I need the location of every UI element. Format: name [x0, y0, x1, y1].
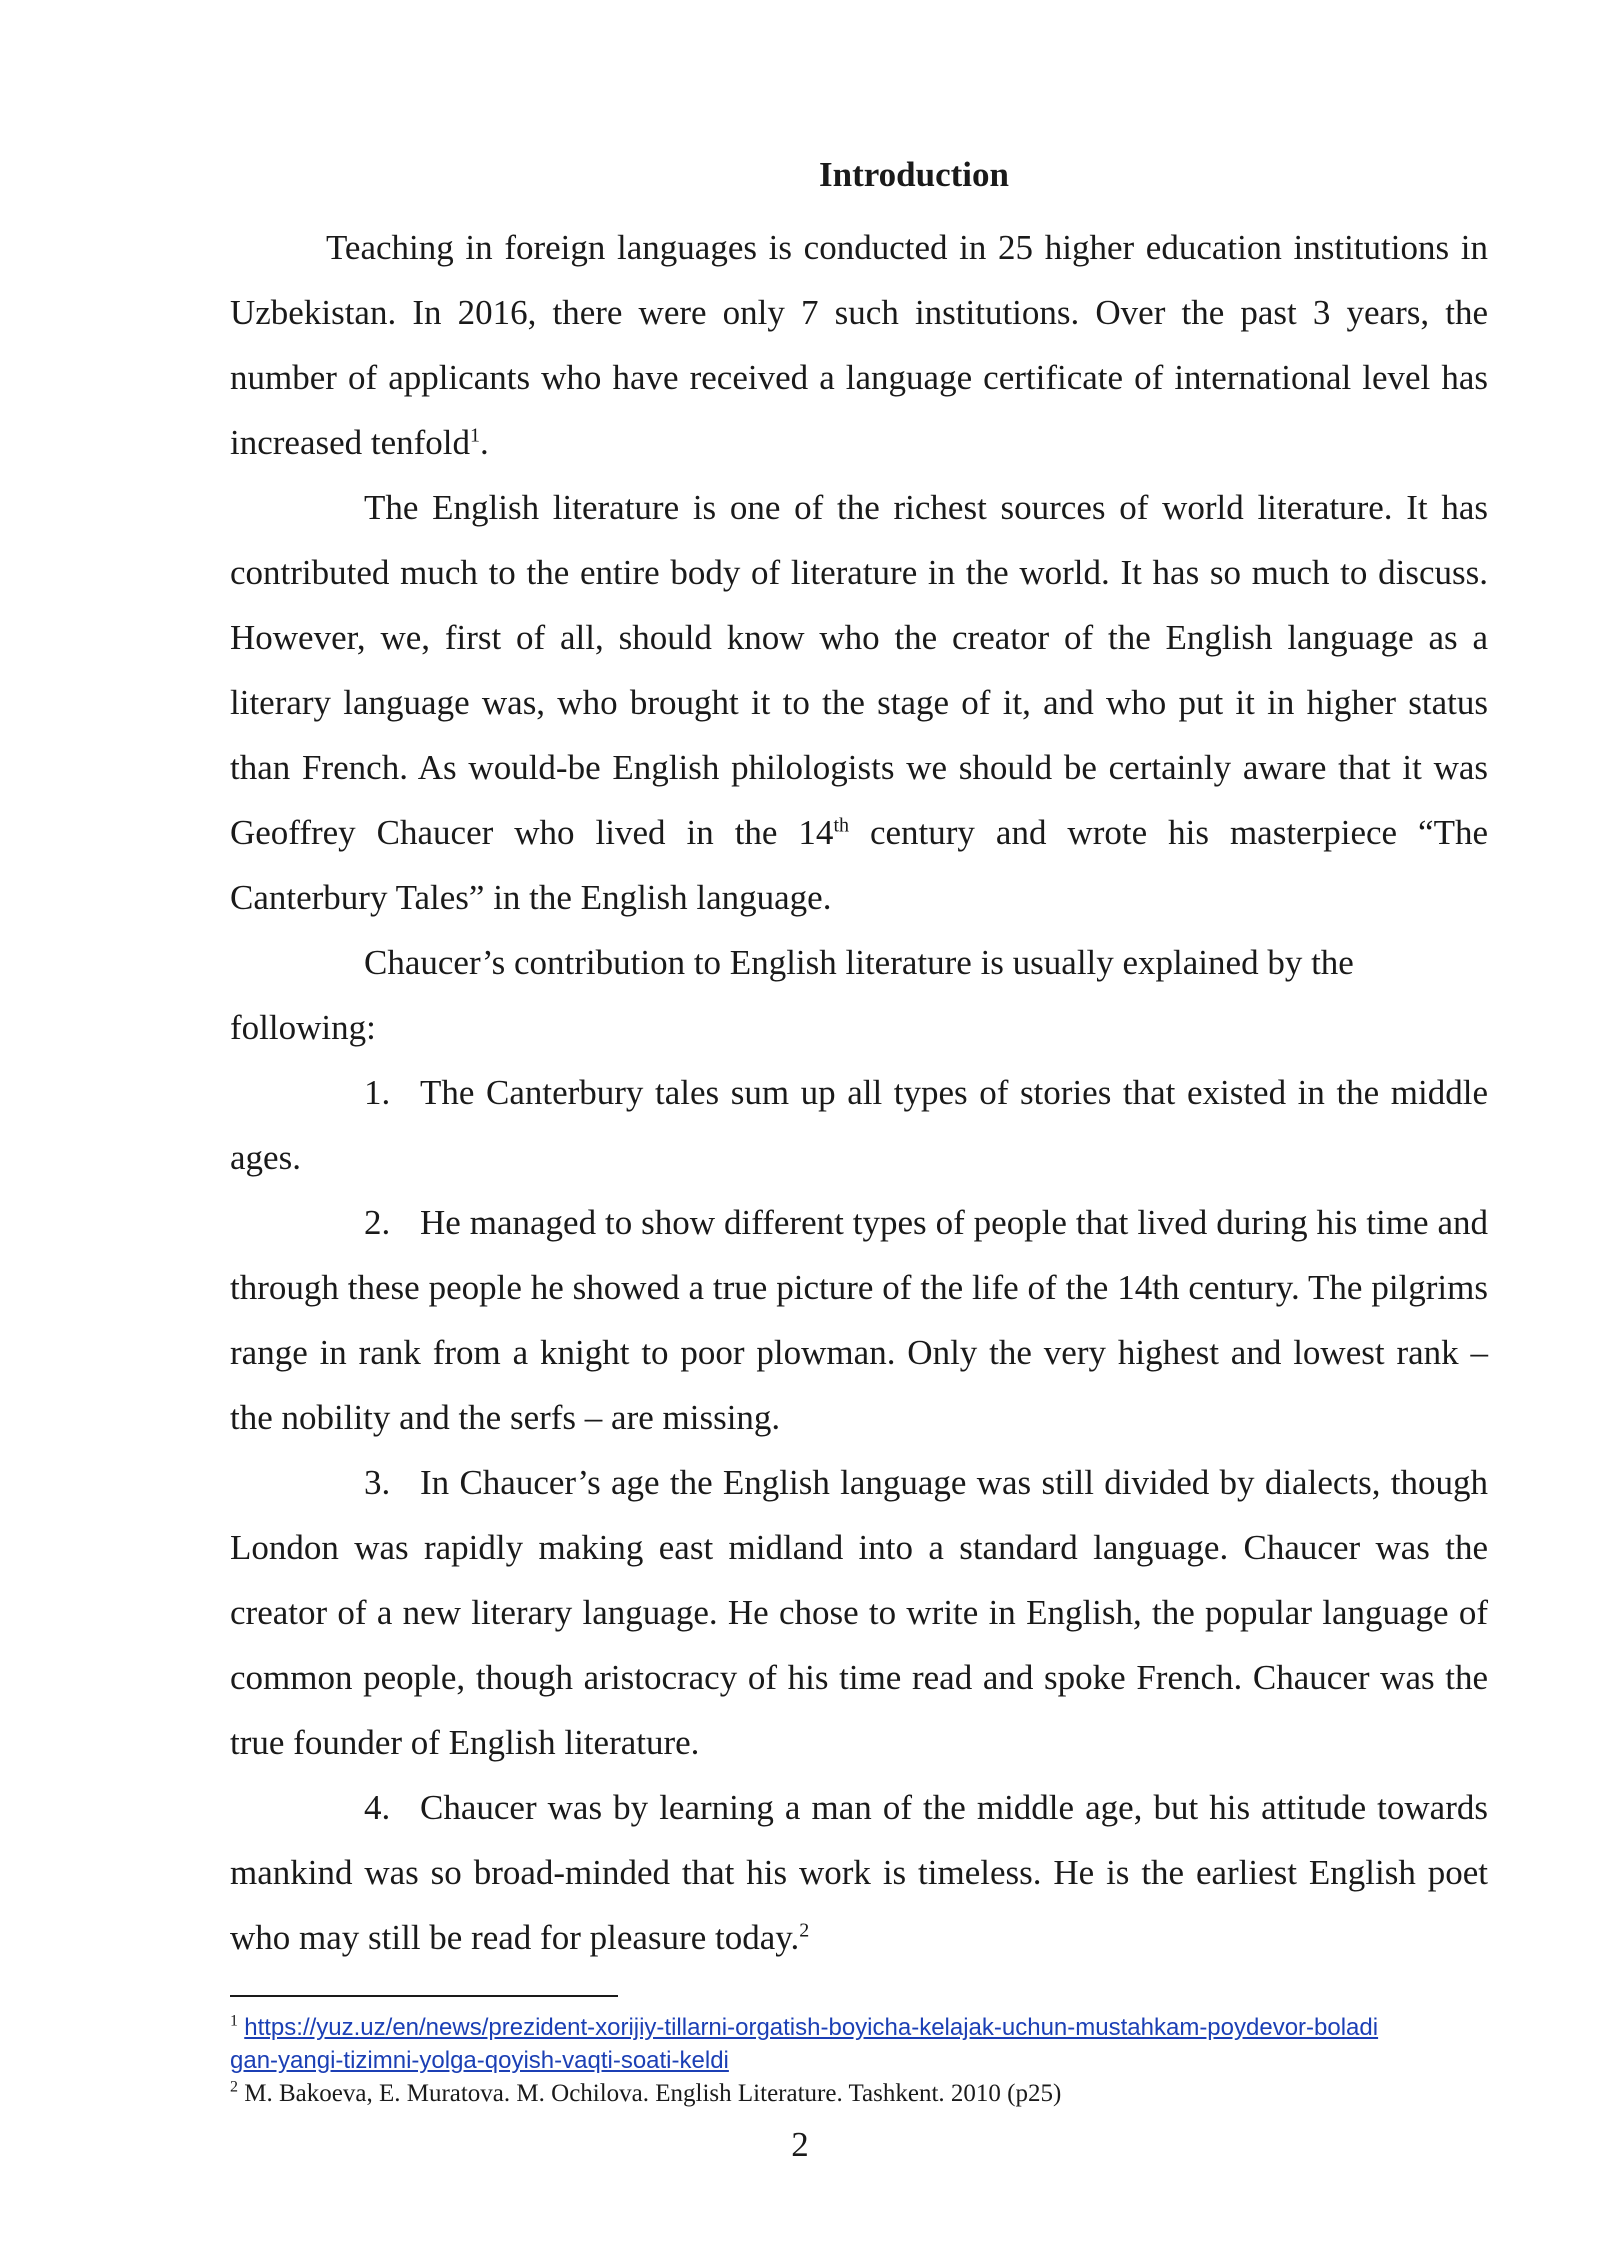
- document-body: [230, 150, 1488, 1970]
- footnote-2: [230, 2077, 1380, 2110]
- list-item-text: The Canterbury tales sum up all types of stories that existed in the middle ages.: [230, 1073, 1488, 1177]
- footnote-text: M. Bakoeva, E. Muratova. M. Ochilova. English Literature. Tashkent. 2010 (p25): [238, 2080, 1062, 2107]
- list-item: [230, 1450, 1488, 1775]
- paragraph-intro: [230, 215, 1488, 475]
- list-item-number: 4.: [364, 1788, 391, 1827]
- list-item-number: 1.: [364, 1073, 391, 1112]
- paragraph-english-literature: [230, 475, 1488, 930]
- page-number: 2: [791, 2125, 809, 2164]
- footnotes: [230, 1995, 1380, 2110]
- footnote-reference[interactable]: 2: [799, 1919, 810, 1942]
- ordinal-suffix: th: [833, 814, 849, 837]
- paragraph-contribution: [230, 930, 1488, 1060]
- paragraph-text-continued: century and wrote his masterpiece “The Canterbury Tales” in the English language.: [230, 813, 1488, 917]
- list-item-number: 2.: [364, 1203, 391, 1242]
- footnote-marker: 2: [230, 2078, 238, 2096]
- paragraph-text: The English literature is one of the richest sources of world literature. It has contributed much to the entire body of literature in the world. It has so much to discuss. However, we, first of all, should know who the creator of the English language as a literary language was, who brought it to the stage of it, and who put it in higher status than French. As would-be English philologists we should be certainly aware that it was Geoffrey Chaucer who lived in the 14: [230, 488, 1488, 852]
- list-item: [230, 1190, 1488, 1450]
- footnote-marker: 1: [230, 2012, 238, 2030]
- list-item-number: 3.: [364, 1463, 391, 1502]
- footnote-link[interactable]: https://yuz.uz/en/news/prezident-xorijiy-tillarni-orgatish-boyicha-kelajak-uchun-mustahkam-poydevor-boladigan-yangi-tizimni-yolga-qoyish-vaqti-soati-keldi: [230, 2014, 1379, 2074]
- list-item: [230, 1060, 1488, 1190]
- list-item-text: In Chaucer’s age the English language was still divided by dialects, though London was rapidly making east midland into a standard language. Chaucer was the creator of a new literary language. He chose to write in English, the popular language of common people, though aristocracy of his time read and spoke French. Chaucer was the true founder of English literature.: [230, 1463, 1488, 1762]
- paragraph-punctuation: .: [480, 423, 489, 462]
- paragraph-text: Chaucer’s contribution to English literature is usually explained by the following:: [230, 943, 1354, 1047]
- footnote-separator: [230, 1995, 618, 1997]
- page-title: Introduction: [819, 155, 1009, 194]
- list-item-text: He managed to show different types of people that lived during his time and through these people he showed a true picture of the life of the 14th century. The pilgrims range in rank from a knight to poor plowman. Only the very highest and lowest rank – the nobility and the serfs – are missing.: [230, 1203, 1488, 1437]
- footnote-1: [230, 2011, 1380, 2077]
- list-item: [230, 1775, 1488, 1970]
- paragraph-text: Teaching in foreign languages is conducted in 25 higher education institutions in Uzbekistan. In 2016, there were only 7 such institutions. Over the past 3 years, the number of applicants who have received a language certificate of international level has increased tenfold: [230, 228, 1488, 462]
- list-item-text: Chaucer was by learning a man of the middle age, but his attitude towards mankind was so broad-minded that his work is timeless. He is the earliest English poet who may still be read for pleasure today.: [230, 1788, 1488, 1957]
- footnote-reference[interactable]: 1: [470, 424, 481, 447]
